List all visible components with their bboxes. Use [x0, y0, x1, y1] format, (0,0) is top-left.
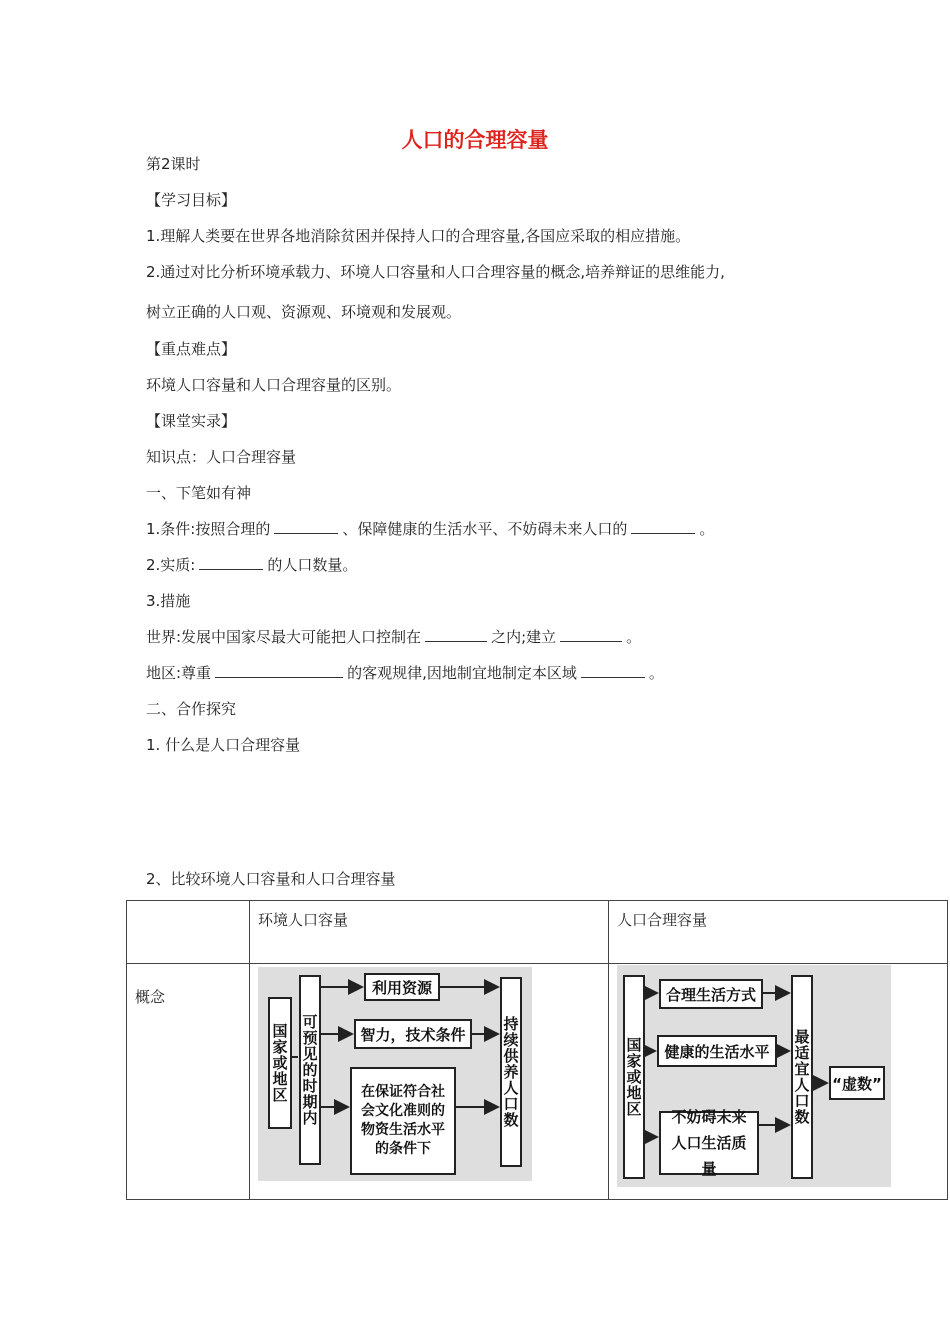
env-resources-box: 利用资源 — [364, 973, 440, 1001]
goal-1: 1.理解人类要在世界各地消除贫困并保持人口的合理容量,各国应采取的相应措施。 — [146, 227, 691, 245]
condition-text-b: 、保障健康的生活水平、不妨碍未来人口的 — [342, 520, 628, 538]
essence-text-b: 的人口数量。 — [267, 556, 358, 574]
rational-lifestyle-box: 合理生活方式 — [659, 979, 763, 1009]
lesson-number: 第2课时 — [146, 155, 201, 173]
condition-line — [146, 518, 714, 539]
section-1-heading: 一、下笔如有神 — [146, 484, 252, 502]
blank-field[interactable] — [581, 662, 645, 678]
table-corner-cell — [127, 901, 250, 964]
goal-2-line2: 树立正确的人口观、资源观、环境观和发展观。 — [146, 303, 462, 321]
header-env-label: 环境人口容量 — [258, 911, 349, 929]
world-text-a: 世界:发展中国家尽最大可能把人口控制在 — [146, 628, 422, 646]
class-heading: 【课堂实录】 — [146, 412, 237, 430]
goals-heading: 【学习目标】 — [146, 191, 237, 209]
rational-capacity-diagram — [617, 965, 891, 1187]
goal-2-line1: 2.通过对比分析环境承载力、环境人口容量和人口合理容量的概念,培养辩证的思维能力, — [146, 263, 725, 281]
table-header-row — [127, 901, 948, 964]
table-row — [127, 964, 948, 1200]
page-title: 人口的合理容量 — [401, 128, 549, 152]
rational-health-box: 健康的生活水平 — [657, 1035, 777, 1067]
env-living-standard-box: 在保证符合社会文化准则的物资生活水平的条件下 — [350, 1067, 456, 1175]
condition-text-c: 。 — [699, 520, 715, 538]
question-1: 1. 什么是人口合理容量 — [146, 736, 301, 754]
env-period-box: 可预见的时期内 — [299, 975, 321, 1165]
blank-field[interactable] — [199, 554, 263, 570]
env-result-box: 持续供养人口数 — [500, 977, 522, 1167]
region-text-a: 地区:尊重 — [146, 664, 212, 682]
row-label-cell — [127, 964, 250, 1200]
blank-field[interactable] — [215, 662, 343, 678]
condition-text-a: 1.条件:按照合理的 — [146, 520, 271, 538]
essence-text-a: 2.实质: — [146, 556, 196, 574]
rational-virtual-number-box: “虚数” — [829, 1066, 885, 1100]
env-diagram-cell — [250, 964, 609, 1200]
rational-country-box: 国家或地区 — [623, 975, 645, 1179]
region-text-c: 。 — [648, 664, 664, 682]
world-measure-line — [146, 626, 641, 647]
table-header-rational — [609, 901, 948, 964]
header-rational-label: 人口合理容量 — [617, 911, 708, 929]
blank-field[interactable] — [274, 518, 338, 534]
key-heading: 【重点难点】 — [146, 340, 237, 358]
blank-field[interactable] — [425, 626, 487, 642]
question-2: 2、比较环境人口容量和人口合理容量 — [146, 870, 396, 888]
rational-diagram-cell — [609, 964, 948, 1200]
essence-line — [146, 554, 357, 575]
region-measure-line — [146, 662, 664, 683]
rational-optimal-box: 最适宜人口数 — [791, 975, 813, 1179]
region-text-b: 的客观规律,因地制宜地制定本区域 — [347, 664, 577, 682]
blank-field[interactable] — [560, 626, 622, 642]
world-text-c: 。 — [626, 628, 642, 646]
key-text: 环境人口容量和人口合理容量的区别。 — [146, 376, 402, 394]
table-header-env — [250, 901, 609, 964]
env-capacity-diagram — [258, 967, 532, 1181]
row-label-concept: 概念 — [135, 988, 166, 1006]
comparison-table — [126, 900, 948, 1200]
world-text-b: 之内;建立 — [491, 628, 557, 646]
knowledge-point: 知识点：人口合理容量 — [146, 448, 297, 466]
blank-field[interactable] — [631, 518, 695, 534]
env-country-box: 国家或地区 — [268, 997, 292, 1129]
rational-future-box: 不妨碍未来人口生活质量 — [659, 1111, 759, 1175]
env-technology-box: 智力，技术条件 — [354, 1019, 472, 1049]
section-2-heading: 二、合作探究 — [146, 700, 237, 718]
measures-heading: 3.措施 — [146, 592, 191, 610]
